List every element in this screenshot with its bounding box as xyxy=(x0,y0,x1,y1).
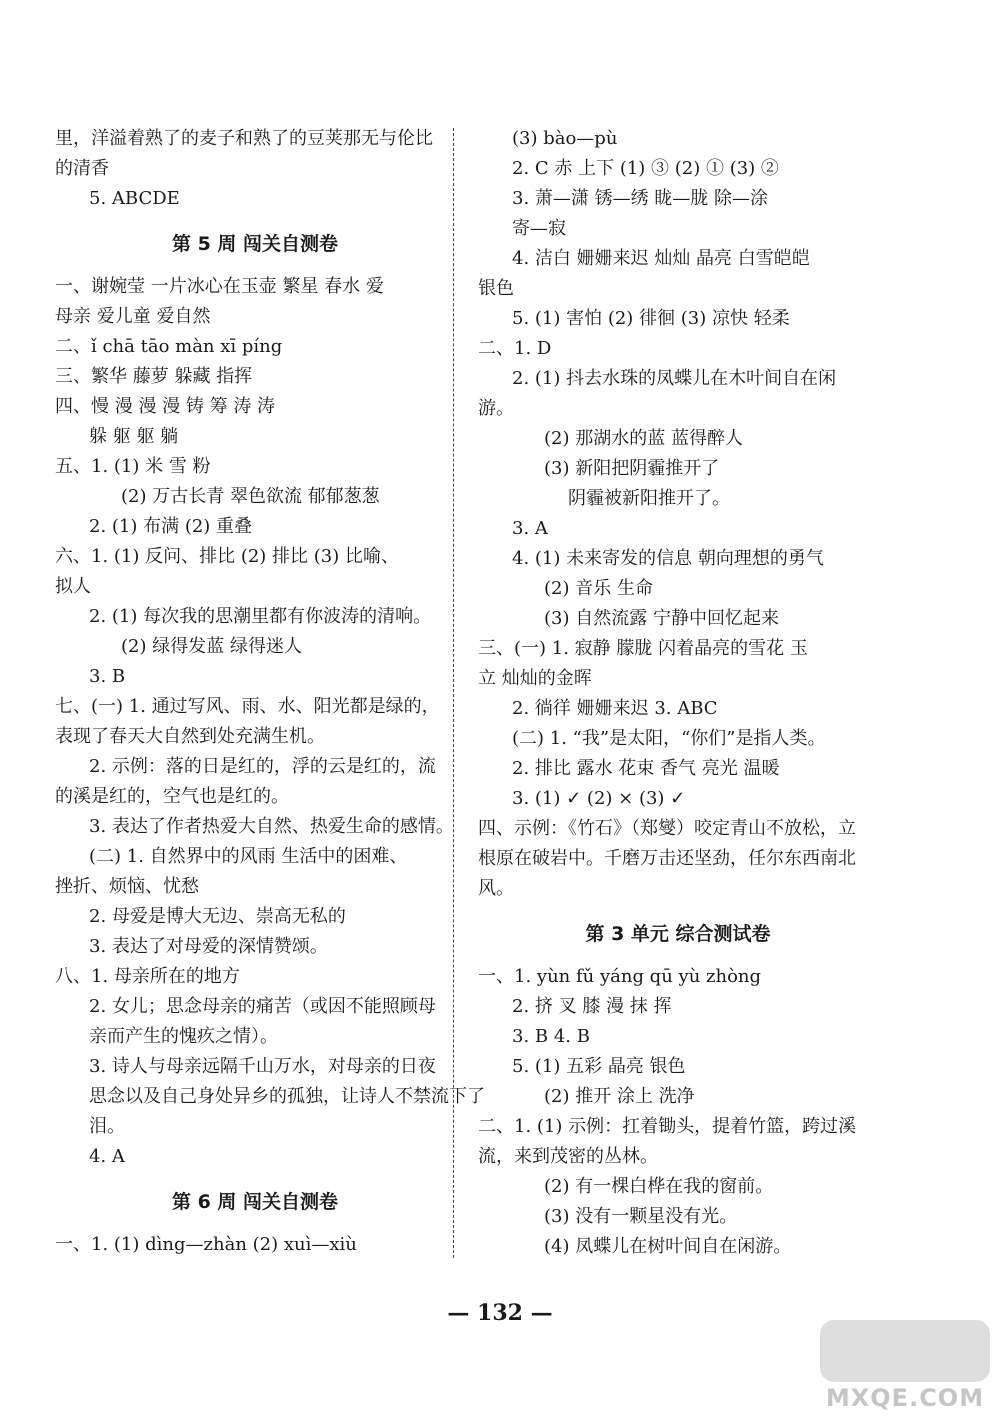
left-column xyxy=(55,124,485,1260)
section-heading: 第 5 周 闯关自测卷 xyxy=(171,233,339,255)
answer-line: 3. 表达了对母爱的深情赞颂。 xyxy=(89,936,328,957)
answer-line: 泪。 xyxy=(89,1116,125,1137)
answer-line: 母亲 爱儿童 爱自然 xyxy=(55,306,211,327)
answer-line: 5. (1) 五彩 晶亮 银色 xyxy=(512,1056,686,1077)
answer-line: 五、1. (1) 米 雪 粉 xyxy=(55,456,211,477)
answer-line: 5. ABCDE xyxy=(89,188,180,209)
answer-line: 拟人 xyxy=(55,576,91,597)
answer-line: 2. (1) 布满 (2) 重叠 xyxy=(89,516,253,537)
answer-line: 二、1. D xyxy=(478,338,552,359)
answer-line: 一、谢婉莹 一片冰心在玉壶 繁星 春水 爱 xyxy=(55,276,384,297)
answer-line: 根原在破岩中。千磨万击还坚劲，任尔东西南北 xyxy=(478,848,856,869)
answer-line: 四、示例：《竹石》（郑燮）咬定青山不放松，立 xyxy=(478,818,856,839)
answer-line: 三、繁华 藤萝 躲藏 指挥 xyxy=(55,366,253,387)
answer-line: 八、1. 母亲所在的地方 xyxy=(55,966,240,987)
answer-line: 2. (1) 抖去水珠的凤蝶儿在木叶间自在闲 xyxy=(512,368,837,389)
column-divider xyxy=(453,128,454,1258)
watermark-logo xyxy=(820,1320,990,1415)
answer-line: 思念以及自己身处异乡的孤独，让诗人不禁流下了 xyxy=(89,1086,485,1107)
answer-line: 2. 母爱是博大无边、崇高无私的 xyxy=(89,906,346,927)
answer-line: 银色 xyxy=(478,278,514,299)
answer-line: (2) 绿得发蓝 绿得迷人 xyxy=(121,636,302,657)
answer-line: 3. 萧—潇 锈—绣 眬—胧 除—涂 xyxy=(512,188,769,209)
answer-line: 4. 洁白 姗姗来迟 灿灿 晶亮 白雪皑皑 xyxy=(512,248,810,269)
answer-line: 七、(一) 1. 通过写风、雨、水、阳光都是绿的， xyxy=(55,696,440,717)
answer-line: 风。 xyxy=(478,878,514,899)
answer-line: (3) bào—pù xyxy=(512,128,618,149)
answer-line: 的溪是红的，空气也是红的。 xyxy=(55,786,289,807)
answer-line: (2) 万古长青 翠色欲流 郁郁葱葱 xyxy=(121,486,380,507)
answer-line: 二、ǐ chā tāo màn xī píng xyxy=(55,336,283,357)
answer-line: 立 灿灿的金晖 xyxy=(478,668,592,689)
answer-line: 3. 诗人与母亲远隔千山万水，对母亲的日夜 xyxy=(89,1056,436,1077)
answer-line: 2. (1) 每次我的思潮里都有你波涛的清响。 xyxy=(89,606,432,627)
answer-line: 3. 表达了作者热爱大自然、热爱生命的感情。 xyxy=(89,816,454,837)
answer-line: (3) 新阳把阴霾推开了 xyxy=(544,458,720,479)
answer-line: 里，洋溢着熟了的麦子和熟了的豆荚那无与伦比 xyxy=(55,128,433,149)
answer-line: 二、1. (1) 示例：扛着锄头，提着竹篮，跨过溪 xyxy=(478,1116,857,1137)
answer-line: 3. B xyxy=(89,666,126,687)
answer-line: (二) 1. “我”是太阳，“你们”是指人类。 xyxy=(512,728,826,749)
answer-line: 3. (1) ✓ (2) × (3) ✓ xyxy=(512,788,686,809)
answer-line: (2) 推开 涂上 洗净 xyxy=(544,1086,695,1107)
answer-line: (3) 没有一颗星没有光。 xyxy=(544,1206,738,1227)
right-column xyxy=(478,124,878,1262)
answer-line: (2) 有一棵白桦在我的窗前。 xyxy=(544,1176,774,1197)
answer-line: 5. (1) 害怕 (2) 徘徊 (3) 凉快 轻柔 xyxy=(512,308,790,329)
page-number: — 132 — xyxy=(447,1300,553,1326)
answer-line: 表现了春天大自然到处充满生机。 xyxy=(55,726,325,747)
answer-line: 2. 徜徉 姗姗来迟 3. ABC xyxy=(512,698,718,719)
answer-line: (2) 音乐 生命 xyxy=(544,578,653,599)
answer-line: 3. B 4. B xyxy=(512,1026,590,1047)
answer-line: 挫折、烦恼、忧愁 xyxy=(55,876,199,897)
answer-line: 四、慢 漫 漫 漫 铸 筹 涛 涛 xyxy=(55,396,276,417)
section-heading: 第 3 单元 综合测试卷 xyxy=(585,923,771,945)
answer-line: 3. A xyxy=(512,518,548,539)
answer-line: (2) 那湖水的蓝 蓝得醉人 xyxy=(544,428,743,449)
answer-line: 4. (1) 未来寄发的信息 朝向理想的勇气 xyxy=(512,548,824,569)
answer-line: 一、1. yùn fǔ yáng qū yù zhòng xyxy=(478,966,762,987)
answer-line: 阴霾被新阳推开了。 xyxy=(568,488,730,509)
answer-line: 流，来到茂密的丛林。 xyxy=(478,1146,658,1167)
watermark-badge xyxy=(820,1320,990,1382)
answer-line: 躲 躯 躯 躺 xyxy=(89,426,179,447)
answer-line: (4) 凤蝶儿在树叶间自在闲游。 xyxy=(544,1236,792,1257)
answer-line: 的清香 xyxy=(55,158,109,179)
answer-line: 2. 女儿；思念母亲的痛苦（或因不能照顾母 xyxy=(89,996,436,1017)
answer-line: (3) 自然流露 宁静中回忆起来 xyxy=(544,608,779,629)
answer-line: (二) 1. 自然界中的风雨 生活中的困难、 xyxy=(89,846,408,867)
answer-line: 三、(一) 1. 寂静 朦胧 闪着晶亮的雪花 玉 xyxy=(478,638,808,659)
answer-line: 六、1. (1) 反问、排比 (2) 排比 (3) 比喻、 xyxy=(55,546,399,567)
answer-line: 游。 xyxy=(478,398,514,419)
section-heading: 第 6 周 闯关自测卷 xyxy=(171,1191,339,1213)
answer-line: 一、1. (1) dìng—zhàn (2) xuì—xiù xyxy=(55,1234,357,1255)
answer-line: 2. C 赤 上下 (1) ③ (2) ① (3) ② xyxy=(512,158,779,179)
watermark-url: MXQE.COM xyxy=(825,1384,985,1412)
answer-line: 4. A xyxy=(89,1146,125,1167)
answer-line: 2. 示例：落的日是红的，浮的云是红的，流 xyxy=(89,756,436,777)
answer-line: 亲而产生的愧疚之情）。 xyxy=(89,1026,278,1047)
answer-line: 寄—寂 xyxy=(512,218,566,239)
answer-line: 2. 挤 叉 膝 漫 抹 挥 xyxy=(512,996,672,1017)
answer-line: 2. 排比 露水 花束 香气 亮光 温暖 xyxy=(512,758,780,779)
